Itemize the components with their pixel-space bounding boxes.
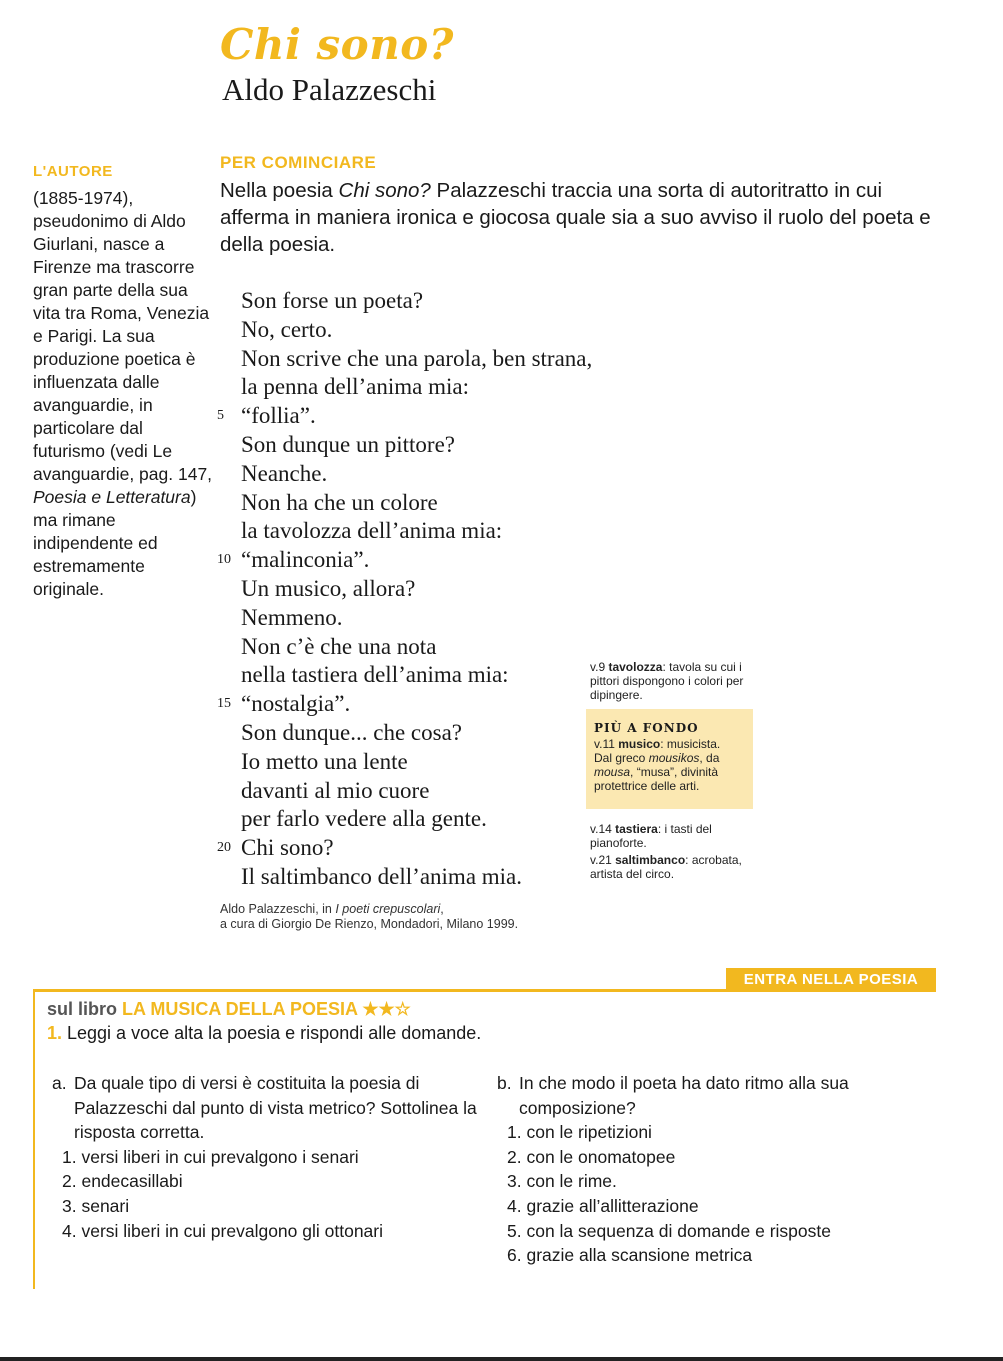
poem-verse bbox=[241, 489, 592, 518]
note-ref: v.14 bbox=[590, 822, 616, 836]
poem-verse bbox=[241, 517, 592, 546]
answer-option[interactable]: 6. grazie alla scansione metrica bbox=[507, 1245, 753, 1266]
intro-text-end: Palazzeschi traccia una sorta di autoritratto in cui afferma in maniera ironica e giocosa quale sia a suo avviso il ruolo del poeta e della poesia. bbox=[220, 179, 931, 256]
verse-text: Nemmeno. bbox=[241, 604, 343, 630]
note-saltimbanco bbox=[590, 853, 760, 881]
verse-text: la tavolozza dell’anima mia: bbox=[241, 518, 503, 544]
poem-body bbox=[217, 287, 593, 892]
note-def: : tavola su cui i pittori dispongono i colori per dipingere. bbox=[590, 660, 744, 702]
question-text: Leggi a voce alta la poesia e rispondi alle domande. bbox=[62, 1023, 482, 1043]
poem-verse bbox=[241, 719, 592, 748]
verse-text: Io metto una lente bbox=[241, 748, 408, 774]
answer-option[interactable]: 4. grazie all’allitterazione bbox=[507, 1195, 699, 1216]
note-def: : i tasti del pianoforte. bbox=[590, 822, 712, 850]
verse-text: Non ha che un colore bbox=[241, 489, 438, 515]
poem-verse bbox=[241, 805, 592, 834]
question-number: 1. bbox=[47, 1023, 63, 1043]
verse-text: Son dunque un pittore? bbox=[241, 431, 455, 457]
note-term: musico bbox=[618, 737, 661, 751]
question-letter: b. bbox=[497, 1073, 512, 1093]
intro-heading: PER COMINCIARE bbox=[220, 153, 377, 172]
verse-number: 5 bbox=[217, 408, 224, 424]
verse-text: “follia”. bbox=[241, 403, 316, 429]
poem-verse bbox=[241, 575, 592, 604]
verse-text: Non scrive che una parola, ben strana, bbox=[241, 345, 593, 371]
answer-option[interactable]: 3. con le rime. bbox=[507, 1171, 617, 1192]
section-heading bbox=[47, 999, 411, 1020]
poem-verse bbox=[241, 863, 592, 892]
question-1 bbox=[47, 1023, 481, 1044]
intro-text-start: Nella poesia bbox=[220, 179, 339, 202]
poem-verse bbox=[241, 604, 592, 633]
entra-nella-poesia-tab: ENTRA NELLA POESIA bbox=[726, 968, 936, 992]
verse-text: Il saltimbanco dell’anima mia. bbox=[241, 863, 523, 889]
note-text: , da bbox=[699, 751, 720, 765]
intro-text bbox=[220, 177, 950, 258]
source-italic: I poeti crepuscolari bbox=[335, 902, 441, 916]
poem-verse bbox=[241, 777, 592, 806]
note-def: : musicista. bbox=[660, 737, 721, 751]
verse-text: Non c’è che una nota bbox=[241, 633, 437, 659]
answer-option[interactable]: 5. con la sequenza di domande e risposte bbox=[507, 1220, 831, 1241]
question-a bbox=[52, 1071, 487, 1243]
poem-verse bbox=[241, 345, 592, 374]
verse-text: Son dunque... che cosa? bbox=[241, 719, 462, 745]
poem-author: Aldo Palazzeschi bbox=[222, 72, 437, 107]
verse-text: Chi sono? bbox=[241, 835, 334, 861]
author-bio-text-end: ) ma rimane indipendente ed estremamente originale. bbox=[33, 487, 197, 599]
note-italic: mousa bbox=[594, 765, 631, 779]
verse-text: Son forse un poeta? bbox=[241, 288, 424, 313]
verse-text: nella tastiera dell’anima mia: bbox=[241, 662, 509, 688]
poem-verse bbox=[217, 402, 592, 431]
poem-verse bbox=[241, 287, 592, 316]
verse-text: Un musico, allora? bbox=[241, 575, 416, 601]
note-def: : acrobata, artista del circo. bbox=[590, 853, 742, 881]
note-musico bbox=[594, 737, 747, 793]
author-sidebar bbox=[33, 160, 213, 601]
answer-option[interactable]: 4. versi liberi in cui prevalgono gli ottonari bbox=[62, 1220, 383, 1241]
verse-text: “malinconia”. bbox=[241, 547, 370, 573]
section-vertical-rule bbox=[33, 989, 35, 1289]
note-ref: v.9 bbox=[590, 660, 609, 674]
note-text: Dal greco bbox=[594, 751, 649, 765]
poem-verse bbox=[241, 373, 592, 402]
verse-text: la penna dell’anima mia: bbox=[241, 374, 469, 400]
section-prefix: sul libro bbox=[47, 999, 123, 1019]
poem-verse bbox=[217, 690, 592, 719]
source-line2: a cura di Giorgio De Rienzo, Mondadori, Milano 1999. bbox=[220, 917, 519, 931]
poem-title: Chi sono? bbox=[220, 20, 454, 69]
note-ref: v.11 bbox=[594, 737, 619, 751]
answer-option[interactable]: 3. senari bbox=[62, 1195, 130, 1216]
note-tavolozza bbox=[590, 660, 760, 702]
note-italic: mousikos bbox=[648, 751, 700, 765]
author-bio-italic: Poesia e Letteratura bbox=[33, 487, 191, 507]
question-letter: a. bbox=[52, 1073, 67, 1093]
note-term: saltimbanco bbox=[615, 853, 686, 867]
verse-text: per farlo vedere alla gente. bbox=[241, 806, 487, 832]
note-term: tavolozza bbox=[608, 660, 663, 674]
answer-option[interactable]: 1. versi liberi in cui prevalgono i senari bbox=[62, 1146, 359, 1167]
poem-verse bbox=[241, 460, 592, 489]
author-bio-text: (1885-1974), pseudonimo di Aldo Giurlani, nasce a Firenze ma trascorre gran parte della sua vita tra Roma, Venezia e Parigi. La sua produzione poetica è influenzata dalle avanguardie, in particolare dal futurismo (vedi Le avanguardie, pag. 147, bbox=[33, 188, 213, 484]
note-tastiera bbox=[590, 822, 760, 850]
source-citation bbox=[220, 902, 518, 932]
verse-text: Neanche. bbox=[241, 460, 328, 486]
poem-verse bbox=[241, 431, 592, 460]
answer-option[interactable]: 1. con le ripetizioni bbox=[507, 1122, 652, 1143]
author-heading: L'AUTORE bbox=[33, 163, 113, 180]
verse-number: 10 bbox=[217, 552, 231, 568]
source-comma: , bbox=[440, 902, 444, 916]
verse-text: “nostalgia”. bbox=[241, 691, 351, 717]
page-bottom-edge bbox=[0, 1357, 1003, 1361]
difficulty-stars-icon: ★★☆ bbox=[362, 999, 411, 1019]
piu-a-fondo-box bbox=[586, 709, 753, 809]
note-text: , “musa”, divinità protettrice delle arti. bbox=[594, 765, 719, 793]
poem-verse bbox=[241, 748, 592, 777]
note-term: tastiera bbox=[615, 822, 658, 836]
answer-option[interactable]: 2. endecasillabi bbox=[62, 1171, 183, 1192]
verse-text: davanti al mio cuore bbox=[241, 777, 430, 803]
verse-text: No, certo. bbox=[241, 316, 333, 342]
note-ref: v.21 bbox=[590, 853, 616, 867]
answer-option[interactable]: 2. con le onomatopee bbox=[507, 1146, 676, 1167]
verse-number: 15 bbox=[217, 696, 231, 712]
question-b bbox=[497, 1071, 937, 1268]
source-text: Aldo Palazzeschi, in bbox=[220, 902, 336, 916]
poem-verse bbox=[217, 834, 592, 863]
piu-a-fondo-heading: PIÙ A FONDO bbox=[594, 721, 699, 735]
question-a-text: Da quale tipo di versi è costituita la poesia di Palazzeschi dal punto di vista metrico? Sottolinea la risposta corretta. bbox=[74, 1073, 477, 1143]
section-title: LA MUSICA DELLA POESIA bbox=[122, 999, 358, 1019]
poem-verse bbox=[241, 316, 592, 345]
verse-number: 20 bbox=[217, 840, 231, 856]
poem-verse bbox=[241, 661, 592, 690]
author-bio bbox=[33, 187, 213, 601]
poem-verse bbox=[217, 546, 592, 575]
intro-italic-title: Chi sono? bbox=[338, 179, 431, 202]
poem-verse bbox=[241, 633, 592, 662]
question-b-text: In che modo il poeta ha dato ritmo alla sua composizione? bbox=[519, 1073, 849, 1118]
